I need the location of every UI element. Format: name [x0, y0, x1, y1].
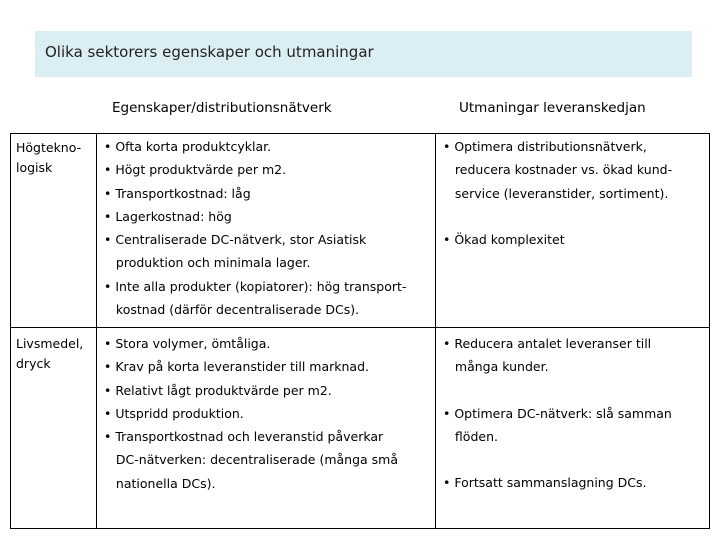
spacer	[443, 379, 672, 402]
row-label-line: Högtekno-	[16, 140, 82, 155]
table-row-divider	[10, 327, 710, 328]
list-item: • Ofta korta produktcyklar.	[104, 139, 272, 154]
list-item: service (leveranstider, sortiment).	[443, 185, 669, 201]
spacer	[443, 448, 672, 471]
column-header-utmaningar: Utmaningar leveranskedjan	[459, 100, 646, 116]
list-item: • Högt produktvärde per m2.	[104, 162, 287, 178]
row-label-livsmedel	[16, 334, 83, 374]
list-item: reducera kostnader vs. ökad kund-	[443, 162, 673, 178]
table-column-divider-2	[435, 133, 436, 529]
list-item: • Ökad komplexitet	[443, 231, 565, 247]
list-item: många kunder.	[443, 359, 549, 375]
list-item: produktion och minimala lager.	[104, 255, 311, 271]
list-item: • Fortsatt sammanslagning DCs.	[443, 475, 647, 491]
egenskaper-cell-livsmedel	[104, 332, 398, 495]
table-bottom-border	[10, 528, 710, 529]
list-item: • Optimera distributionsnätverk,	[443, 139, 647, 154]
list-item: • Centraliserade DC-nätverk, stor Asiatisk	[104, 232, 367, 248]
column-header-egenskaper: Egenskaper/distributionsnätverk	[112, 100, 332, 116]
slide-title: Olika sektorers egenskaper och utmaningar	[45, 43, 374, 61]
egenskaper-cell-hogteknologisk	[104, 135, 406, 321]
row-label-line: dryck	[16, 356, 51, 371]
slide-title-box	[35, 31, 692, 77]
row-label-line: logisk	[16, 160, 53, 175]
list-item: • Utspridd produktion.	[104, 405, 244, 421]
table-right-border	[709, 133, 710, 529]
list-item: • Lagerkostnad: hög	[104, 208, 232, 224]
table-top-border	[10, 133, 710, 134]
utmaningar-cell-livsmedel	[443, 332, 672, 494]
utmaningar-cell-hogteknologisk	[443, 135, 672, 251]
list-item: • Transportkostnad: låg	[104, 185, 251, 201]
list-item: flöden.	[443, 428, 498, 444]
table-column-divider-1	[96, 133, 97, 529]
spacer	[443, 205, 672, 228]
list-item: • Relativt lågt produktvärde per m2.	[104, 382, 332, 398]
row-label-line: Livsmedel,	[16, 336, 84, 351]
list-item: DC-nätverken: decentraliserade (många små	[104, 452, 398, 468]
list-item: kostnad (därför decentraliserade DCs).	[104, 302, 360, 318]
list-item: • Inte alla produkter (kopiatorer): hög transport-	[104, 278, 407, 294]
row-label-hogteknologisk	[16, 138, 81, 178]
list-item: • Optimera DC-nätverk: slå samman	[443, 405, 672, 421]
list-item: • Krav på korta leveranstider till marknad.	[104, 359, 369, 375]
list-item: • Stora volymer, ömtåliga.	[104, 336, 271, 351]
list-item: • Reducera antalet leveranser till	[443, 336, 652, 351]
list-item: nationella DCs).	[104, 475, 216, 491]
table-left-border	[10, 133, 11, 529]
list-item: • Transportkostnad och leveranstid påverkar	[104, 429, 384, 445]
